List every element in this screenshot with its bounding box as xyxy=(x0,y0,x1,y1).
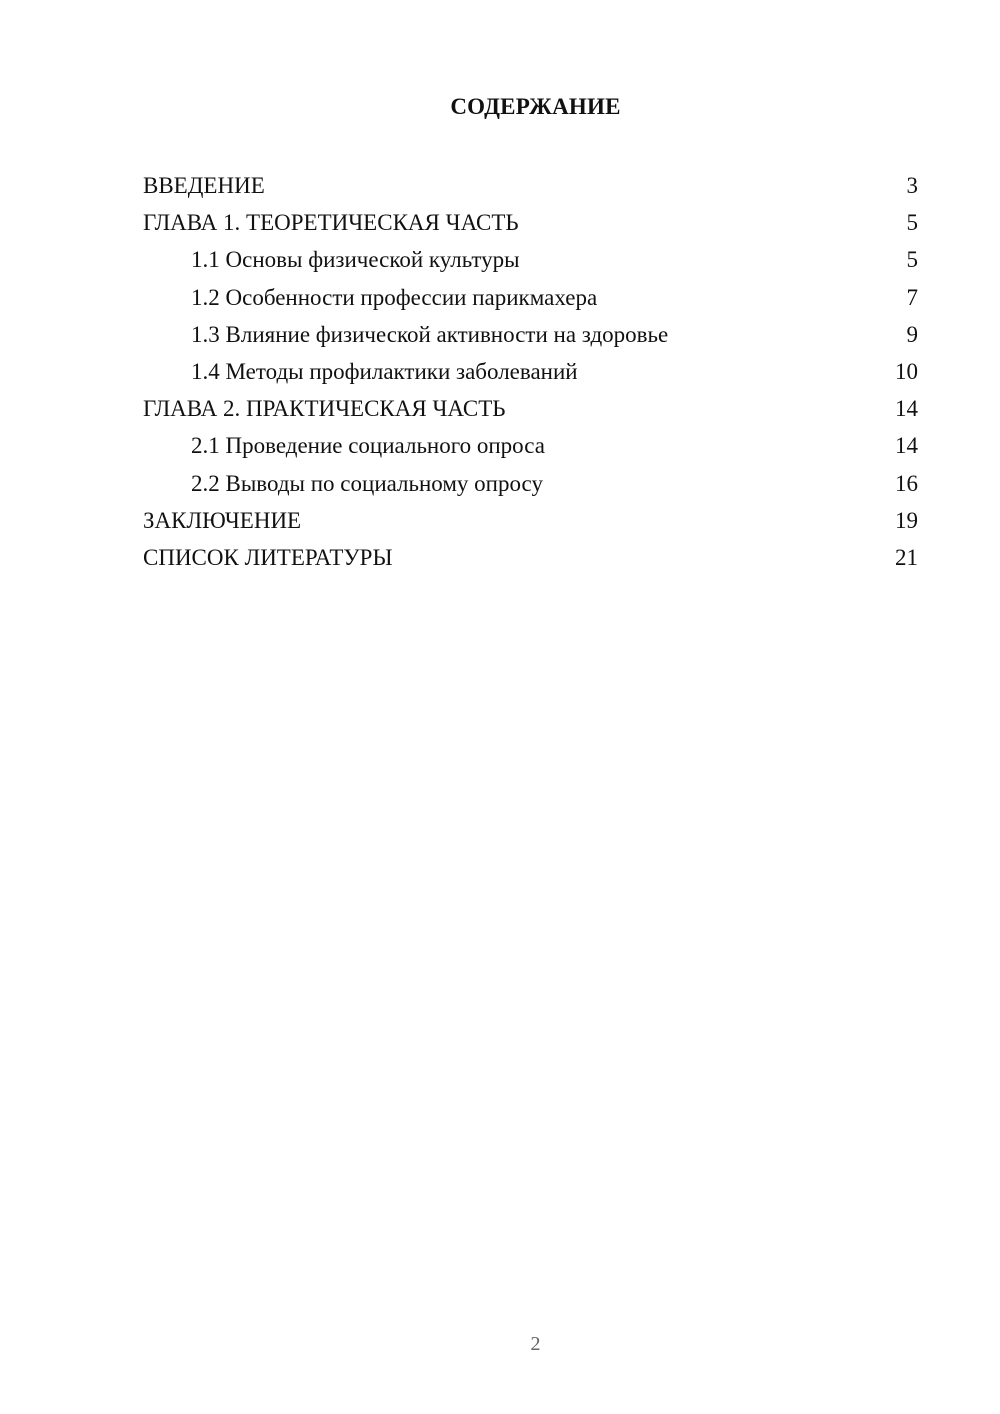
toc-entry-page-number: 5 xyxy=(906,247,918,273)
toc-entry-bibliography xyxy=(143,539,918,576)
toc-entry-label: 2.2 Выводы по социальному опросу xyxy=(191,470,543,496)
toc-entry-page-number: 14 xyxy=(895,396,918,422)
toc-entry-chapter-2 xyxy=(143,390,918,427)
toc-entry-section-1-3 xyxy=(143,316,918,353)
toc-entry-section-1-4 xyxy=(143,353,918,390)
toc-entry-section-2-2 xyxy=(143,465,918,502)
toc-entry-page-number: 21 xyxy=(895,544,918,570)
toc-entry-introduction xyxy=(143,167,918,204)
toc-entry-page-number: 19 xyxy=(895,507,918,533)
table-of-contents xyxy=(143,167,918,576)
toc-entry-label: ГЛАВА 1. ТЕОРЕТИЧЕСКАЯ ЧАСТЬ xyxy=(143,210,519,236)
toc-entry-label: ГЛАВА 2. ПРАКТИЧЕСКАЯ ЧАСТЬ xyxy=(143,396,506,422)
toc-entry-page-number: 16 xyxy=(895,470,918,496)
toc-entry-page-number: 10 xyxy=(895,358,918,384)
page-number: 2 xyxy=(530,1333,541,1355)
toc-entry-section-1-2 xyxy=(143,279,918,316)
toc-entry-label: ВВЕДЕНИЕ xyxy=(143,173,265,198)
toc-entry-page-number: 9 xyxy=(906,321,918,347)
toc-entry-conclusion xyxy=(143,502,918,539)
toc-entry-label: 2.1 Проведение социального опроса xyxy=(191,433,545,459)
toc-entry-page-number: 7 xyxy=(906,284,918,310)
toc-entry-label: 1.3 Влияние физической активности на здоровье xyxy=(191,321,669,347)
page-title: СОДЕРЖАНИЕ xyxy=(450,94,621,119)
toc-entry-label: 1.1 Основы физической культуры xyxy=(191,247,520,273)
toc-entry-label: 1.2 Особенности профессии парикмахера xyxy=(191,284,598,310)
toc-entry-page-number: 5 xyxy=(906,210,918,236)
toc-entry-label: 1.4 Методы профилактики заболеваний xyxy=(191,358,578,384)
toc-entry-chapter-1 xyxy=(143,204,918,241)
toc-entry-section-1-1 xyxy=(143,241,918,278)
toc-entry-page-number: 14 xyxy=(895,433,918,459)
toc-entry-label: ЗАКЛЮЧЕНИЕ xyxy=(143,507,302,533)
toc-entry-label: СПИСОК ЛИТЕРАТУРЫ xyxy=(143,544,393,570)
toc-entry-section-2-1 xyxy=(143,427,918,464)
toc-entry-page-number: 3 xyxy=(906,173,918,198)
